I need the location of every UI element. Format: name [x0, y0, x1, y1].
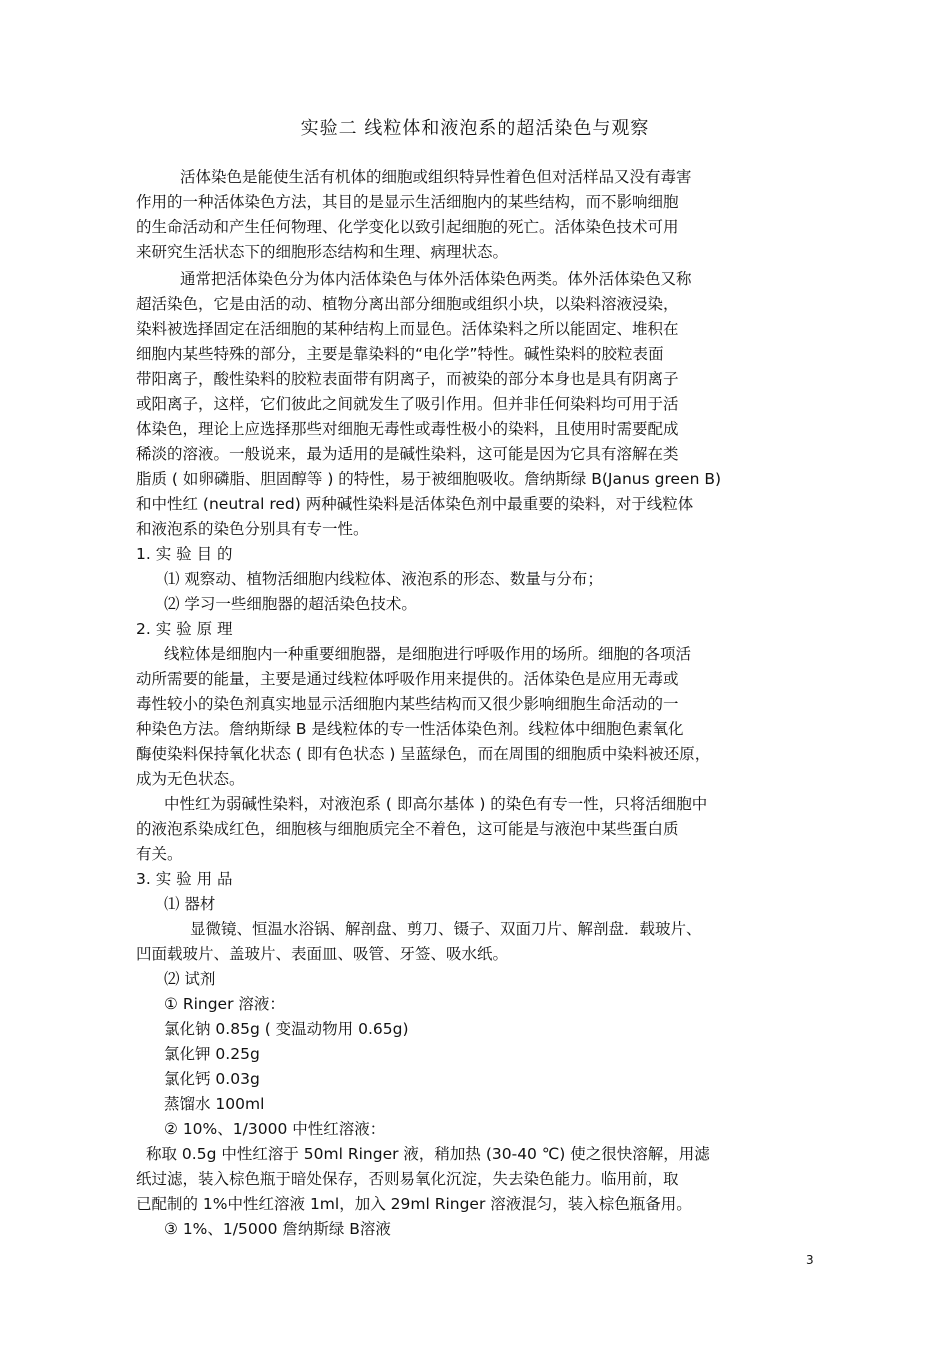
list-item: ① Ringer 溶液： [164, 995, 285, 1013]
list-item: 氯化钾 0.25g [164, 1045, 260, 1063]
paragraph-line: 线粒体是细胞内一种重要细胞器，是细胞进行呼吸作用的场所。细胞的各项活 [164, 645, 692, 663]
list-item: ⑴ 观察动、植物活细胞内线粒体、液泡系的形态、数量与分布； [164, 570, 603, 588]
paragraph-line: 成为无色状态。 [136, 770, 245, 788]
paragraph-line: 来研究生活状态下的细胞形态结构和生理、病理状态。 [136, 243, 509, 261]
paragraph-line: 或阳离子，这样，它们彼此之间就发生了吸引作用。但并非任何染料均可用于活 [136, 395, 679, 413]
paragraph-line: 通常把活体染色分为体内活体染色与体外活体染色两类。体外活体染色又称 [180, 270, 692, 288]
paragraph-line: 凹面载玻片、盖玻片、表面皿、吸管、牙签、吸水纸。 [136, 945, 509, 963]
page-number: 3 [806, 1253, 814, 1267]
list-item: 氯化钙 0.03g [164, 1070, 260, 1088]
paragraph-line: 酶使染料保持氧化状态 ( 即有色状态 ) 呈蓝绿色，而在周围的细胞质中染料被还原， [136, 745, 711, 763]
paragraph-line: 已配制的 1%中性红溶液 1ml，加入 29ml Ringer 溶液混匀，装入棕色瓶备用。 [136, 1195, 692, 1213]
section-heading: 1. 实 验 目 的 [136, 545, 233, 563]
paragraph-line: 带阳离子，酸性染料的胶粒表面带有阴离子，而被染的部分本身也是具有阴离子 [136, 370, 679, 388]
paragraph-line: 种染色方法。詹纳斯绿 B 是线粒体的专一性活体染色剂。线粒体中细胞色素氧化 [136, 720, 684, 738]
paragraph-line: 体染色，理论上应选择那些对细胞无毒性或毒性极小的染料，且使用时需要配成 [136, 420, 679, 438]
paragraph-line: 的液泡系染成红色，细胞核与细胞质完全不着色，这可能是与液泡中某些蛋白质 [136, 820, 679, 838]
paragraph-line: 的生命活动和产生任何物理、化学变化以致引起细胞的死亡。活体染色技术可用 [136, 218, 679, 236]
paragraph-line: 染料被选择固定在活细胞的某种结构上而显色。活体染料之所以能固定、堆积在 [136, 320, 679, 338]
paragraph-line: 细胞内某些特殊的部分，主要是靠染料的“电化学”特性。碱性染料的胶粒表面 [136, 345, 664, 363]
paragraph-line: 作用的一种活体染色方法，其目的是显示生活细胞内的某些结构，而不影响细胞 [136, 193, 679, 211]
paragraph-line: 稀淡的溶液。一般说来，最为适用的是碱性染料，这可能是因为它具有溶解在类 [136, 445, 679, 463]
list-item: ③ 1%、1/5000 詹纳斯绿 B溶液 [164, 1220, 391, 1238]
list-item: 氯化钠 0.85g ( 变温动物用 0.65g) [164, 1020, 409, 1038]
section-heading: 2. 实 验 原 理 [136, 620, 233, 638]
subsection-heading: ⑴ 器材 [164, 895, 216, 913]
paragraph-line: 和液泡系的染色分别具有专一性。 [136, 520, 369, 538]
paragraph-line: 称取 0.5g 中性红溶于 50ml Ringer 液，稍加热 (30-40 ℃) 使之很快溶解，用滤 [146, 1145, 710, 1163]
page-title: 实验二 线粒体和液泡系的超活染色与观察 [300, 118, 650, 139]
paragraph-line: 动所需要的能量，主要是通过线粒体呼吸作用来提供的。活体染色是应用无毒或 [136, 670, 679, 688]
paragraph-line: 活体染色是能使生活有机体的细胞或组织特异性着色但对活样品又没有毒害 [180, 168, 692, 186]
list-item: ⑵ 学习一些细胞器的超活染色技术。 [164, 595, 417, 613]
paragraph-line: 脂质 ( 如卵磷脂、胆固醇等 ) 的特性，易于被细胞吸收。詹纳斯绿 B(Janus green B) [136, 470, 722, 488]
subsection-heading: ⑵ 试剂 [164, 970, 216, 988]
paragraph-line: 和中性红 (neutral red) 两种碱性染料是活体染色剂中最重要的染料，对于线粒体 [136, 495, 694, 513]
paragraph-line: 中性红为弱碱性染料，对液泡系 ( 即高尔基体 ) 的染色有专一性，只将活细胞中 [164, 795, 708, 813]
paragraph-line: 毒性较小的染色剂真实地显示活细胞内某些结构而又很少影响细胞生命活动的一 [136, 695, 679, 713]
paragraph-line: 超活染色，它是由活的动、植物分离出部分细胞或组织小块，以染料溶液浸染， [136, 295, 679, 313]
list-item: ② 10%、1/3000 中性红溶液： [164, 1120, 386, 1138]
list-item: 蒸馏水 100ml [164, 1095, 265, 1113]
paragraph-line: 有关。 [136, 845, 183, 863]
section-heading: 3. 实 验 用 品 [136, 870, 233, 888]
paragraph-line: 纸过滤，装入棕色瓶于暗处保存，否则易氧化沉淀，失去染色能力。临用前，取 [136, 1170, 679, 1188]
paragraph-line: 显微镜、恒温水浴锅、解剖盘、剪刀、镊子、双面刀片、解剖盘．载玻片、 [190, 920, 702, 938]
